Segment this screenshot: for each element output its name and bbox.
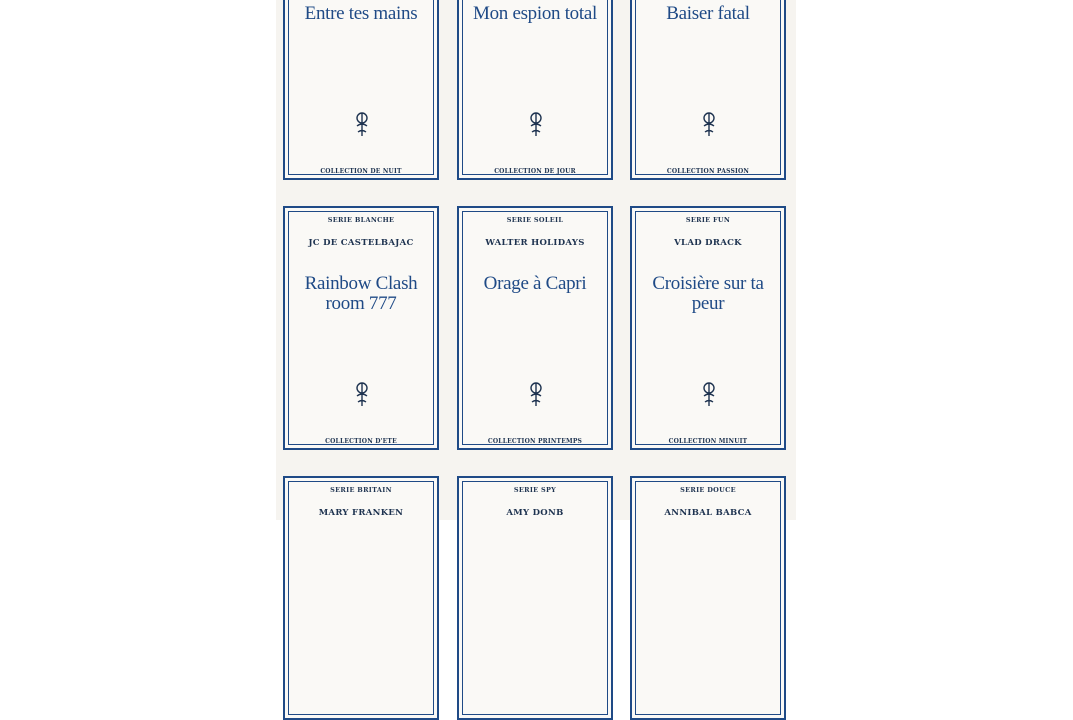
book-cover xyxy=(457,206,613,450)
book-cover xyxy=(630,0,786,180)
book-cover xyxy=(457,476,613,720)
collection-label: COLLECTION PASSION xyxy=(666,168,750,175)
serie-label: SERIE DOUCE xyxy=(680,486,736,494)
serie-label: SERIE SOLEIL xyxy=(506,216,564,224)
collection-label: COLLECTION PRINTEMPS xyxy=(487,438,583,445)
collection-label: COLLECTION DE JOUR xyxy=(494,168,576,175)
publisher-emblem-icon xyxy=(700,110,718,138)
serie-label: SERIE BRITAIN xyxy=(330,486,392,494)
book-title: Entre tes mains xyxy=(304,3,418,24)
book-cover xyxy=(283,476,439,720)
collection-label: COLLECTION MINUIT xyxy=(668,438,748,445)
collection-label: COLLECTION D'ETE xyxy=(325,438,397,445)
book-cover xyxy=(457,0,613,180)
publisher-emblem-icon xyxy=(353,380,371,408)
author-name: AMY DONB xyxy=(506,508,564,518)
book-cover xyxy=(630,476,786,720)
serie-label: SERIE FUN xyxy=(685,216,731,224)
book-title: Rainbow Clash room 777 xyxy=(304,273,418,314)
book-title: Croisière sur ta peur xyxy=(652,273,764,314)
book-title: Mon espion total xyxy=(473,3,597,24)
book-covers-grid xyxy=(276,0,796,520)
book-cover xyxy=(283,0,439,180)
book-cover xyxy=(283,206,439,450)
book-title: Orage à Capri xyxy=(483,273,587,294)
publisher-emblem-icon xyxy=(700,380,718,408)
author-name: MARY FRANKEN xyxy=(318,508,404,518)
serie-label: SERIE BLANCHE xyxy=(327,216,395,224)
author-name: VLAD DRACK xyxy=(674,238,742,248)
author-name: ANNIBAL BABCA xyxy=(664,508,752,518)
author-name: JC DE CASTELBAJAC xyxy=(308,238,414,248)
author-name: WALTER HOLIDAYS xyxy=(485,238,585,248)
publisher-emblem-icon xyxy=(353,110,371,138)
serie-label: SERIE SPY xyxy=(513,486,557,494)
publisher-emblem-icon xyxy=(527,380,545,408)
book-title: Baiser fatal xyxy=(666,3,750,24)
collection-label: COLLECTION DE NUIT xyxy=(320,168,402,175)
book-cover xyxy=(630,206,786,450)
publisher-emblem-icon xyxy=(527,110,545,138)
